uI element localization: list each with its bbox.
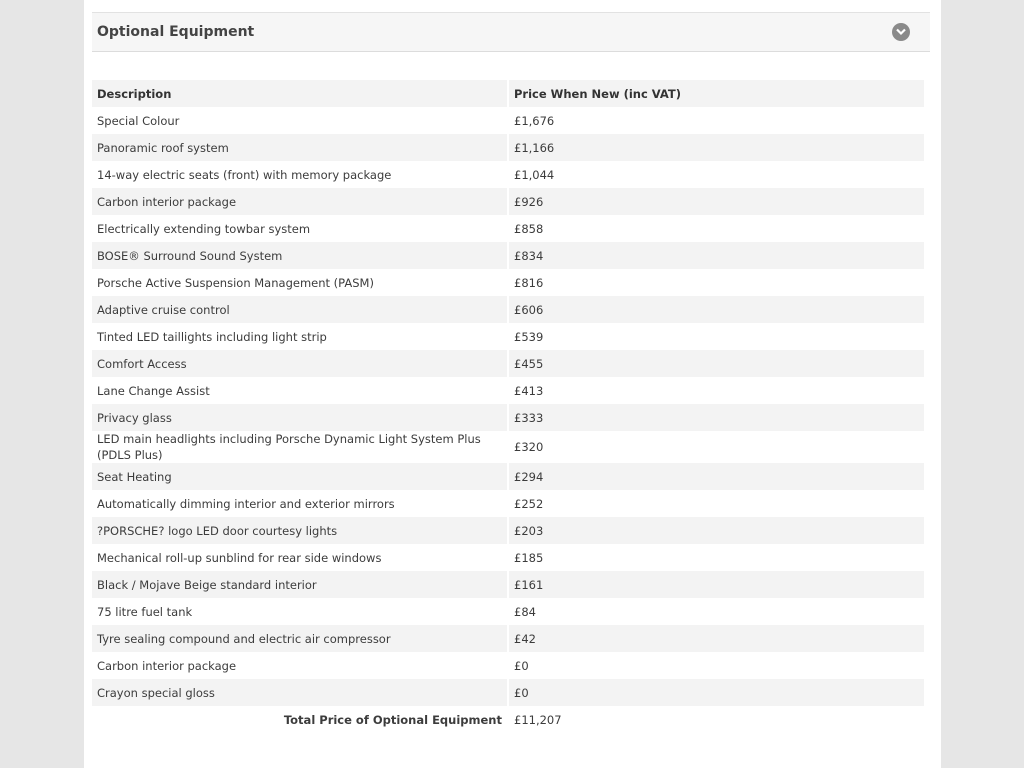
total-value: £11,207 xyxy=(514,712,562,727)
table-row xyxy=(92,625,924,652)
table-row xyxy=(92,350,924,377)
equipment-description: Crayon special gloss xyxy=(92,679,507,706)
equipment-price: £84 xyxy=(514,604,536,619)
column-header-description: Description xyxy=(92,80,507,107)
equipment-price: £185 xyxy=(514,550,544,565)
equipment-description: Privacy glass xyxy=(92,404,507,431)
table-row xyxy=(92,188,924,215)
section-title: Optional Equipment xyxy=(97,24,255,40)
table-row xyxy=(92,490,924,517)
table-row xyxy=(92,431,924,463)
table-row xyxy=(92,598,924,625)
equipment-description: Mechanical roll-up sunblind for rear side windows xyxy=(97,550,382,565)
equipment-description: Tyre sealing compound and electric air compressor xyxy=(92,625,507,652)
equipment-price: £816 xyxy=(514,275,544,290)
table-row xyxy=(92,544,924,571)
equipment-description: Carbon interior package xyxy=(97,658,237,673)
equipment-price: £320 xyxy=(514,440,544,454)
equipment-price: £1,044 xyxy=(514,167,555,182)
optional-equipment-table xyxy=(90,80,926,733)
table-row xyxy=(92,107,924,134)
equipment-price: £858 xyxy=(514,221,544,236)
equipment-description: Seat Heating xyxy=(92,463,507,490)
table-row xyxy=(92,463,924,490)
column-header-price: Price When New (inc VAT) xyxy=(509,80,924,107)
equipment-description: Panoramic roof system xyxy=(92,134,507,161)
equipment-price: £0 xyxy=(509,679,924,706)
table-row xyxy=(92,377,924,404)
equipment-price: £333 xyxy=(509,404,924,431)
equipment-description: Special Colour xyxy=(97,113,180,128)
equipment-description: Carbon interior package xyxy=(92,188,507,215)
total-row xyxy=(92,706,924,733)
equipment-description: 14-way electric seats (front) with memory package xyxy=(97,167,392,182)
table-row xyxy=(92,296,924,323)
equipment-description: Black / Mojave Beige standard interior xyxy=(92,571,507,598)
equipment-price: £1,166 xyxy=(509,134,924,161)
equipment-description: ?PORSCHE? logo LED door courtesy lights xyxy=(92,517,507,544)
equipment-price: £834 xyxy=(509,242,924,269)
equipment-description: Automatically dimming interior and exterior mirrors xyxy=(97,496,395,511)
equipment-description: Tinted LED taillights including light strip xyxy=(97,329,327,344)
table-row xyxy=(92,323,924,350)
equipment-description: 75 litre fuel tank xyxy=(97,604,193,619)
table-row xyxy=(92,215,924,242)
equipment-description: LED main headlights including Porsche Dynamic Light System Plus (PDLS Plus) xyxy=(97,432,481,462)
table-row xyxy=(92,517,924,544)
table-row xyxy=(92,242,924,269)
equipment-description: Porsche Active Suspension Management (PASM) xyxy=(97,275,374,290)
equipment-description: Lane Change Assist xyxy=(97,383,210,398)
table-row xyxy=(92,571,924,598)
chevron-down-icon[interactable] xyxy=(892,23,910,41)
table-row xyxy=(92,134,924,161)
equipment-price: £539 xyxy=(514,329,544,344)
equipment-price: £606 xyxy=(509,296,924,323)
equipment-price: £1,676 xyxy=(514,113,555,128)
equipment-price: £926 xyxy=(509,188,924,215)
equipment-price: £455 xyxy=(509,350,924,377)
content-panel xyxy=(84,0,941,768)
equipment-price: £42 xyxy=(509,625,924,652)
equipment-price: £203 xyxy=(509,517,924,544)
table-row xyxy=(92,679,924,706)
equipment-price: £161 xyxy=(509,571,924,598)
equipment-description: BOSE® Surround Sound System xyxy=(92,242,507,269)
total-label: Total Price of Optional Equipment xyxy=(283,712,502,727)
equipment-price: £294 xyxy=(509,463,924,490)
optional-equipment-header[interactable] xyxy=(92,12,930,52)
equipment-price: £413 xyxy=(514,383,544,398)
table-row xyxy=(92,652,924,679)
table-row xyxy=(92,161,924,188)
table-row xyxy=(92,269,924,296)
equipment-price: £0 xyxy=(514,658,529,673)
equipment-price: £252 xyxy=(514,496,544,511)
equipment-description: Adaptive cruise control xyxy=(92,296,507,323)
equipment-description: Electrically extending towbar system xyxy=(97,221,311,236)
equipment-description: Comfort Access xyxy=(92,350,507,377)
table-row xyxy=(92,404,924,431)
